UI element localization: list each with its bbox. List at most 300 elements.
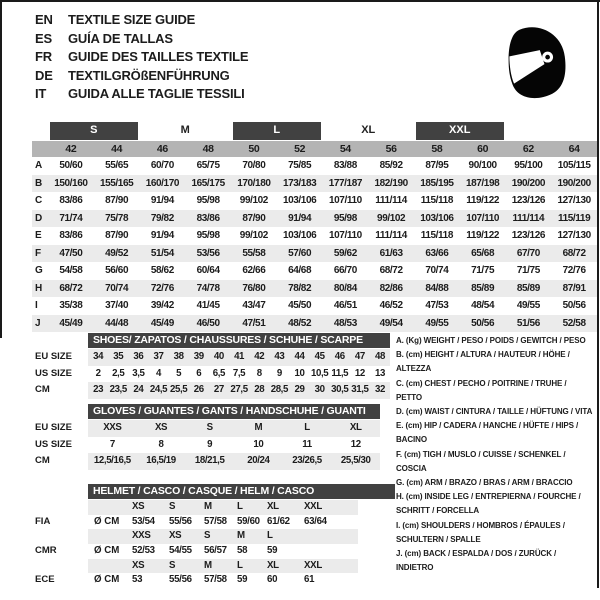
measurement-cell: 62/66 [242, 265, 266, 276]
helmet-sizes-cells [88, 559, 358, 574]
gloves-cell: 20/24 [247, 455, 270, 466]
measurement-row-j [32, 315, 597, 333]
measurement-cell: 187/198 [465, 177, 500, 189]
helmet-sizes-cells [88, 500, 358, 515]
measurement-cell: 65/75 [196, 160, 220, 171]
shoes-size-table [35, 333, 390, 399]
measurement-cell: 37/40 [105, 300, 129, 311]
shoes-cell: 34 [93, 351, 104, 362]
helmet-unit-label: Ø CM [94, 574, 120, 586]
size-group-s: S [50, 122, 138, 140]
gloves-cell: XXS [103, 422, 122, 433]
measurement-cell: 45/49 [59, 317, 83, 329]
helmet-values-row [35, 544, 395, 559]
shoes-cell: 24,5 [149, 384, 168, 395]
measurement-cell: 53/56 [196, 247, 220, 259]
language-row [35, 48, 248, 67]
legend-item-a: A. (Kg) WEIGHT / PESO / POIDS / GEWITCH / PESO [396, 336, 586, 345]
helmet-value-cell: 55/56 [169, 574, 192, 586]
measurement-cell: 47/51 [242, 317, 266, 329]
gloves-cell: XS [154, 422, 168, 433]
measurement-cell: 56/60 [105, 265, 129, 276]
helmet-size-label: S [169, 501, 176, 512]
helmet-size-label: S [204, 530, 211, 542]
measurement-cell: 107/110 [466, 212, 500, 224]
size-group-spacer [506, 122, 552, 140]
measurement-cell: 46/50 [196, 317, 220, 329]
measurement-cell: 55/65 [105, 160, 129, 171]
guide-title-en: TEXTILE SIZE GUIDE [68, 12, 196, 27]
shoes-cell: 3,5 [132, 367, 145, 379]
measurement-cell: 83/88 [333, 160, 357, 171]
helmet-value-cell: 61 [304, 574, 315, 586]
measurement-cell: 71/75 [516, 265, 540, 276]
helmet-size-label [304, 529, 358, 544]
size-column-header: 46 [156, 143, 168, 155]
guide-title-fr: GUIDE DES TAILLES TEXTILE [68, 49, 249, 64]
helmet-sizes-row [35, 500, 395, 515]
measurement-cell: 190/200 [557, 177, 591, 189]
racing-helmet-icon [493, 16, 571, 106]
measurement-cell: 103/106 [420, 212, 454, 224]
shoes-cell: 26 [193, 384, 204, 395]
measurement-cell: 78/82 [288, 282, 312, 294]
helmet-size-label: XS [169, 530, 182, 542]
measurement-cell: 35/38 [59, 300, 83, 311]
helmet-size-label: XXL [304, 559, 322, 571]
gloves-cell: XL [349, 422, 362, 433]
measurement-cell: 111/114 [512, 212, 545, 224]
measurement-cell: 72/76 [150, 282, 174, 294]
measurement-cell: 59/62 [333, 247, 357, 259]
helmet-value-cell: 57/58 [204, 515, 227, 527]
measurement-cell: 119/122 [466, 195, 500, 206]
measurement-cell: 46/52 [379, 300, 403, 311]
measurement-cell: 91/94 [150, 230, 174, 241]
measurement-cell: 49/55 [516, 300, 540, 311]
language-code: ES [35, 30, 52, 46]
guide-title-it: GUIDA ALLE TAGLIE TESSILI [68, 86, 245, 101]
measurement-cell: 71/74 [59, 212, 83, 224]
helmet-values-row [35, 573, 395, 588]
helmet-sizes-spacer [35, 529, 88, 544]
measurement-cell: 87/95 [425, 160, 449, 171]
measurement-cell: 60/70 [150, 160, 174, 171]
measurement-row-d [32, 210, 597, 228]
gloves-cell: 12 [350, 438, 361, 450]
gloves-cell: L [304, 422, 310, 433]
left-border-line [0, 0, 2, 338]
shoes-row [35, 366, 390, 383]
legend-item-j: J. (cm) BACK / ESPALDA / DOS / ZURÜCK / INDIETRO [396, 549, 557, 573]
helmet-values-row [35, 515, 395, 530]
measurement-cell: 51/54 [150, 247, 174, 259]
measurement-cell: 60/64 [196, 265, 220, 276]
measurement-cell: 127/130 [557, 195, 591, 206]
language-row [35, 85, 248, 104]
helmet-value-cell: 56/57 [204, 545, 227, 557]
measurement-row-c [32, 192, 597, 210]
helmet-value-cells [88, 573, 358, 588]
measurement-cell: 190/200 [511, 177, 546, 189]
gloves-row-label: US SIZE [35, 438, 72, 450]
measurement-cell: 87/90 [242, 212, 266, 224]
measurement-cell: 75/78 [105, 212, 129, 224]
measurement-cell: 41/45 [196, 300, 220, 311]
size-group-m: M [180, 124, 190, 136]
size-group-row [32, 122, 597, 140]
measurement-row-h [32, 280, 597, 298]
measurement-cell: 57/60 [288, 247, 312, 259]
measurement-cell: 123/126 [511, 195, 546, 206]
helmet-size-label: M [237, 530, 245, 542]
helmet-value-cell: 53/54 [132, 515, 155, 527]
shoes-cell: 48 [375, 351, 386, 362]
shoes-cell: 45 [314, 351, 325, 362]
measurement-row-b [32, 175, 597, 193]
measurement-cell: 150/160 [54, 177, 88, 189]
measurement-cell: 39/42 [150, 300, 174, 311]
helmet-unit-label: Ø CM [94, 545, 120, 557]
helmet-unit-label: Ø CM [94, 515, 120, 527]
size-column-header: 50 [248, 143, 260, 155]
helmet-sizes-row [35, 559, 395, 574]
measurement-cell: 84/88 [425, 282, 449, 294]
measurement-cell: 87/90 [105, 230, 129, 241]
shoes-cell: 44 [294, 351, 305, 362]
helmet-value-cell: 61/62 [267, 515, 290, 527]
helmet-size-label: XL [267, 559, 279, 571]
helmet-value-cells [88, 515, 358, 530]
measurement-cell: 45/49 [150, 317, 174, 329]
measurement-cell: 54/58 [59, 265, 83, 276]
measurement-cell: 68/72 [59, 282, 83, 294]
shoes-cell: 39 [193, 351, 204, 362]
measurement-cell: 74/78 [196, 282, 220, 294]
helmet-size-label: XXS [132, 530, 151, 542]
shoes-cell: 7,5 [232, 367, 246, 379]
measurement-cell: 67/70 [516, 247, 540, 259]
helmet-size-label: S [169, 559, 176, 571]
shoes-cell: 35 [113, 351, 124, 362]
size-column-header: 64 [568, 143, 580, 155]
shoes-cell: 28,5 [270, 384, 288, 395]
gloves-size-table [35, 404, 380, 470]
shoes-cell: 40 [213, 351, 224, 362]
measurement-cell: 44/48 [105, 317, 129, 329]
size-column-header: 58 [431, 143, 443, 155]
shoes-cell: 41 [234, 351, 245, 362]
gloves-table-title: GLOVES / GUANTES / GANTS / HANDSCHUHE / GUANTI [88, 404, 380, 419]
shoes-cells [88, 382, 390, 399]
shoes-row-label: EU SIZE [35, 351, 72, 362]
helmet-size-label: L [237, 501, 243, 512]
helmet-unit-spacer [88, 500, 132, 515]
measurement-cell: 61/63 [379, 247, 403, 259]
helmet-size-label: XS [132, 501, 145, 512]
measurement-cell: 76/80 [242, 282, 266, 294]
shoes-cell: 30 [314, 384, 325, 395]
measurement-cell: 51/56 [516, 317, 540, 329]
gloves-cell: 18/21,5 [194, 455, 225, 466]
measurement-cell: 165/175 [191, 177, 225, 189]
row-letter: G [35, 265, 43, 276]
helmet-value-cell: 60 [267, 574, 278, 586]
measurement-cell: 95/98 [196, 230, 220, 241]
helmet-size-label: XXL [304, 501, 322, 512]
shoes-cell: 24 [133, 384, 144, 395]
measurement-cell: 64/68 [288, 265, 312, 276]
gloves-cell: M [254, 422, 263, 433]
measurement-cell: 68/72 [562, 247, 586, 259]
gloves-cell: 16,5/19 [146, 455, 176, 466]
legend-item-c: C. (cm) CHEST / PECHO / POITRINE / TRUHE / PETTO [396, 378, 567, 402]
gloves-cells [88, 453, 380, 470]
gloves-row [35, 420, 380, 437]
measurement-cell: 119/122 [466, 230, 500, 241]
measurement-cell: 83/86 [196, 212, 220, 224]
measurement-cell: 65/68 [471, 247, 495, 259]
shoes-cell: 28 [254, 384, 265, 395]
measurement-cell: 107/110 [328, 230, 362, 241]
measurement-cell: 55/58 [242, 247, 266, 259]
helmet-value-cell: 59 [267, 545, 278, 557]
measurement-cell: 91/94 [150, 195, 174, 206]
measurement-row-i [32, 297, 597, 315]
measurement-cell: 45/50 [288, 300, 312, 311]
shoes-cell: 29 [294, 384, 305, 395]
measurement-cell: 123/126 [511, 230, 546, 241]
shoes-row [35, 382, 390, 399]
shoes-cell: 10,5 [310, 367, 329, 379]
gloves-cell: 25,5/30 [340, 455, 371, 466]
shoes-cell: 32 [375, 384, 386, 395]
measurement-cell: 52/58 [562, 317, 586, 329]
legend-item-f: F. (cm) TIGH / MUSLO / CUISSE / SCHENKEL / COSCIA [396, 449, 566, 473]
row-letter: D [35, 212, 42, 224]
shoes-cell: 2,5 [112, 367, 125, 379]
measurement-cell: 58/62 [150, 265, 174, 276]
helmet-value-cell: 57/58 [204, 574, 227, 586]
shoes-cell: 31,5 [351, 384, 369, 395]
shoes-cell: 6 [196, 367, 202, 379]
measurement-cell: 66/70 [333, 265, 357, 276]
measurement-cell: 103/106 [282, 230, 317, 241]
size-column-header: 44 [111, 143, 123, 155]
measurement-cell: 111/114 [375, 230, 407, 241]
measurement-cell: 185/195 [420, 177, 454, 189]
helmet-size-label: M [204, 559, 212, 571]
shoes-cell: 43 [274, 351, 285, 362]
language-code: EN [35, 12, 53, 27]
header-spacer [32, 141, 48, 157]
row-letter: I [35, 300, 38, 311]
shoes-cell: 23 [93, 384, 104, 395]
measurement-cell: 95/100 [514, 160, 543, 171]
legend-item-g: G. (cm) ARM / BRAZO / BRAS / ARM / BRACCIO [396, 478, 573, 488]
measurement-cell: 127/130 [557, 230, 591, 241]
measurement-cell: 83/86 [59, 230, 83, 241]
helmet-size-label: L [267, 530, 273, 542]
helmet-value-cells [88, 544, 358, 559]
language-code: DE [35, 67, 53, 83]
measurement-cell: 90/100 [468, 160, 497, 171]
helmet-sizes-cells [88, 529, 358, 544]
measurement-cell: 50/56 [471, 317, 495, 329]
measurement-cell: 95/98 [333, 212, 357, 224]
measurement-cell: 47/53 [425, 300, 449, 311]
gloves-cell: 23/26,5 [292, 455, 322, 466]
measurement-row-f [32, 245, 597, 263]
shoes-cell: 13 [375, 367, 386, 379]
helmet-value-cell: 52/53 [132, 545, 155, 557]
shoes-cell: 9 [276, 367, 282, 379]
top-border-line [0, 0, 600, 2]
measurement-cell: 71/75 [471, 265, 495, 276]
row-letter: F [35, 247, 41, 259]
language-row [35, 11, 248, 30]
measurement-cell: 105/115 [557, 160, 591, 171]
measurement-cell: 50/56 [562, 300, 586, 311]
row-letter: H [35, 282, 42, 294]
measurement-cell: 115/118 [420, 230, 453, 241]
shoes-row-label: US SIZE [35, 367, 72, 379]
measurement-cell: 111/114 [375, 195, 407, 206]
measurement-cell: 155/165 [99, 177, 134, 189]
shoes-cell: 5 [176, 367, 182, 379]
measurement-row-e [32, 227, 597, 245]
helmet-value-cell: 55/56 [169, 515, 192, 527]
measurement-cell: 182/190 [374, 177, 408, 189]
shoes-cell: 6,5 [212, 367, 226, 379]
helmet-standard-label: ECE [35, 574, 55, 586]
size-group-xxl: XXL [416, 122, 504, 140]
measurement-cell: 91/94 [288, 212, 312, 224]
size-column-header: 48 [202, 143, 214, 155]
legend-item-e: E. (cm) HIP / CADERA / HANCHE / HÜFTE / HIPS / BACINO [396, 421, 579, 445]
helmet-table-title: HELMET / CASCO / CASQUE / HELM / CASCO [88, 484, 395, 499]
measurement-cell: 63/66 [425, 247, 449, 259]
helmet-value-cell: 59/60 [237, 515, 260, 527]
measurement-cell: 48/52 [288, 317, 312, 329]
measurement-cell: 70/74 [425, 265, 449, 276]
size-column-header: 56 [385, 143, 397, 155]
measurement-cell: 70/80 [242, 160, 266, 171]
shoes-cell: 36 [133, 351, 144, 362]
helmet-size-label: XL [267, 501, 279, 512]
helmet-size-label: L [237, 559, 243, 571]
gloves-cells [88, 437, 380, 454]
gloves-row-label: CM [35, 455, 50, 466]
size-column-header: 60 [477, 143, 489, 155]
helmet-value-cell: 58 [237, 545, 248, 557]
language-row [35, 67, 248, 86]
measurement-cell: 170/180 [237, 177, 271, 189]
size-group-l: L [233, 122, 321, 140]
measurement-cell: 87/91 [562, 282, 586, 294]
right-border-line [597, 0, 599, 588]
measurement-cell: 80/84 [333, 282, 357, 294]
measurement-cell: 173/183 [282, 177, 317, 189]
gloves-row [35, 437, 380, 454]
measurement-cell: 103/106 [282, 195, 317, 206]
shoes-cell: 2 [95, 367, 101, 379]
measurement-row-a [32, 157, 597, 175]
gloves-cell: 12,5/16,5 [93, 455, 131, 466]
legend-item-i: I. (cm) SHOULDERS / HOMBROS / ÉPAULES / SCHULTERN / SPALLE [396, 520, 565, 544]
measurement-cell: 115/118 [420, 195, 453, 206]
guide-title-de: TEXTILGRÖßENFÜHRUNG [68, 67, 230, 83]
shoes-table-title: SHOES/ ZAPATOS / CHAUSSURES / SCHUHE / SCARPE [88, 333, 390, 348]
gloves-cell: 8 [158, 438, 164, 450]
helmet-unit-spacer [88, 529, 132, 544]
measurement-row-g [32, 262, 597, 280]
measurement-cell: 83/86 [59, 195, 83, 206]
gloves-row-label: EU SIZE [35, 422, 72, 433]
helmet-value-cell: 59 [237, 574, 248, 586]
textile-size-table [32, 122, 597, 332]
measurement-cell: 75/85 [288, 160, 312, 171]
helmet-sizes-row [35, 529, 395, 544]
row-letter: E [35, 230, 42, 241]
helmet-size-table [35, 484, 395, 588]
shoes-cell: 42 [254, 351, 265, 362]
helmet-unit-spacer [88, 559, 132, 574]
measurement-cell: 50/60 [59, 160, 83, 171]
measurement-cell: 48/53 [333, 317, 357, 329]
row-letter: C [35, 195, 42, 206]
numeric-size-header-row [32, 141, 597, 157]
shoes-cell: 4 [155, 367, 161, 379]
helmet-standard-label: CMR [35, 545, 57, 557]
shoes-cells [88, 349, 390, 366]
size-column-header: 54 [339, 143, 351, 155]
measurement-cell: 99/102 [239, 195, 268, 206]
helmet-value-cell: 54/55 [169, 545, 192, 557]
shoes-cell: 47 [354, 351, 365, 362]
measurement-cell: 79/82 [150, 212, 174, 224]
gloves-cell: 10 [253, 438, 264, 450]
helmet-value-cell [304, 544, 358, 559]
measurement-cell: 46/51 [333, 300, 357, 311]
shoes-cell: 11,5 [331, 367, 349, 379]
helmet-standard-label: FIA [35, 515, 51, 527]
shoes-cells [88, 366, 390, 383]
legend-item-b: B. (cm) HEIGHT / ALTURA / HAUTEUR / HÖHE / ALTEZZA [396, 350, 570, 374]
measurement-cell: 99/102 [377, 212, 406, 224]
legend-item-d: D. (cm) WAIST / CINTURA / TAILLE / HÜFTUNG / VITA [396, 407, 593, 417]
helmet-value-cell: 63/64 [304, 515, 327, 527]
measurement-cell: 72/76 [562, 265, 586, 276]
gloves-cell: 9 [207, 438, 213, 450]
measurement-cell: 160/170 [145, 177, 180, 189]
helmet-size-label: M [204, 501, 212, 512]
size-column-header: 52 [294, 143, 306, 155]
size-column-header: 62 [522, 143, 534, 155]
language-row [35, 30, 248, 49]
shoes-cell: 37 [153, 351, 164, 362]
shoes-cell: 8 [256, 367, 262, 379]
measurement-cell: 99/102 [239, 230, 268, 241]
shoes-cell: 38 [173, 351, 184, 362]
shoes-cell: 30,5 [331, 384, 349, 395]
language-title-block [35, 11, 248, 104]
measurement-cell: 70/74 [105, 282, 129, 294]
measurement-legend [396, 334, 594, 575]
size-group-xl: XL [361, 124, 376, 136]
measurement-cell: 49/54 [379, 317, 403, 329]
shoes-cell: 12 [354, 367, 365, 379]
